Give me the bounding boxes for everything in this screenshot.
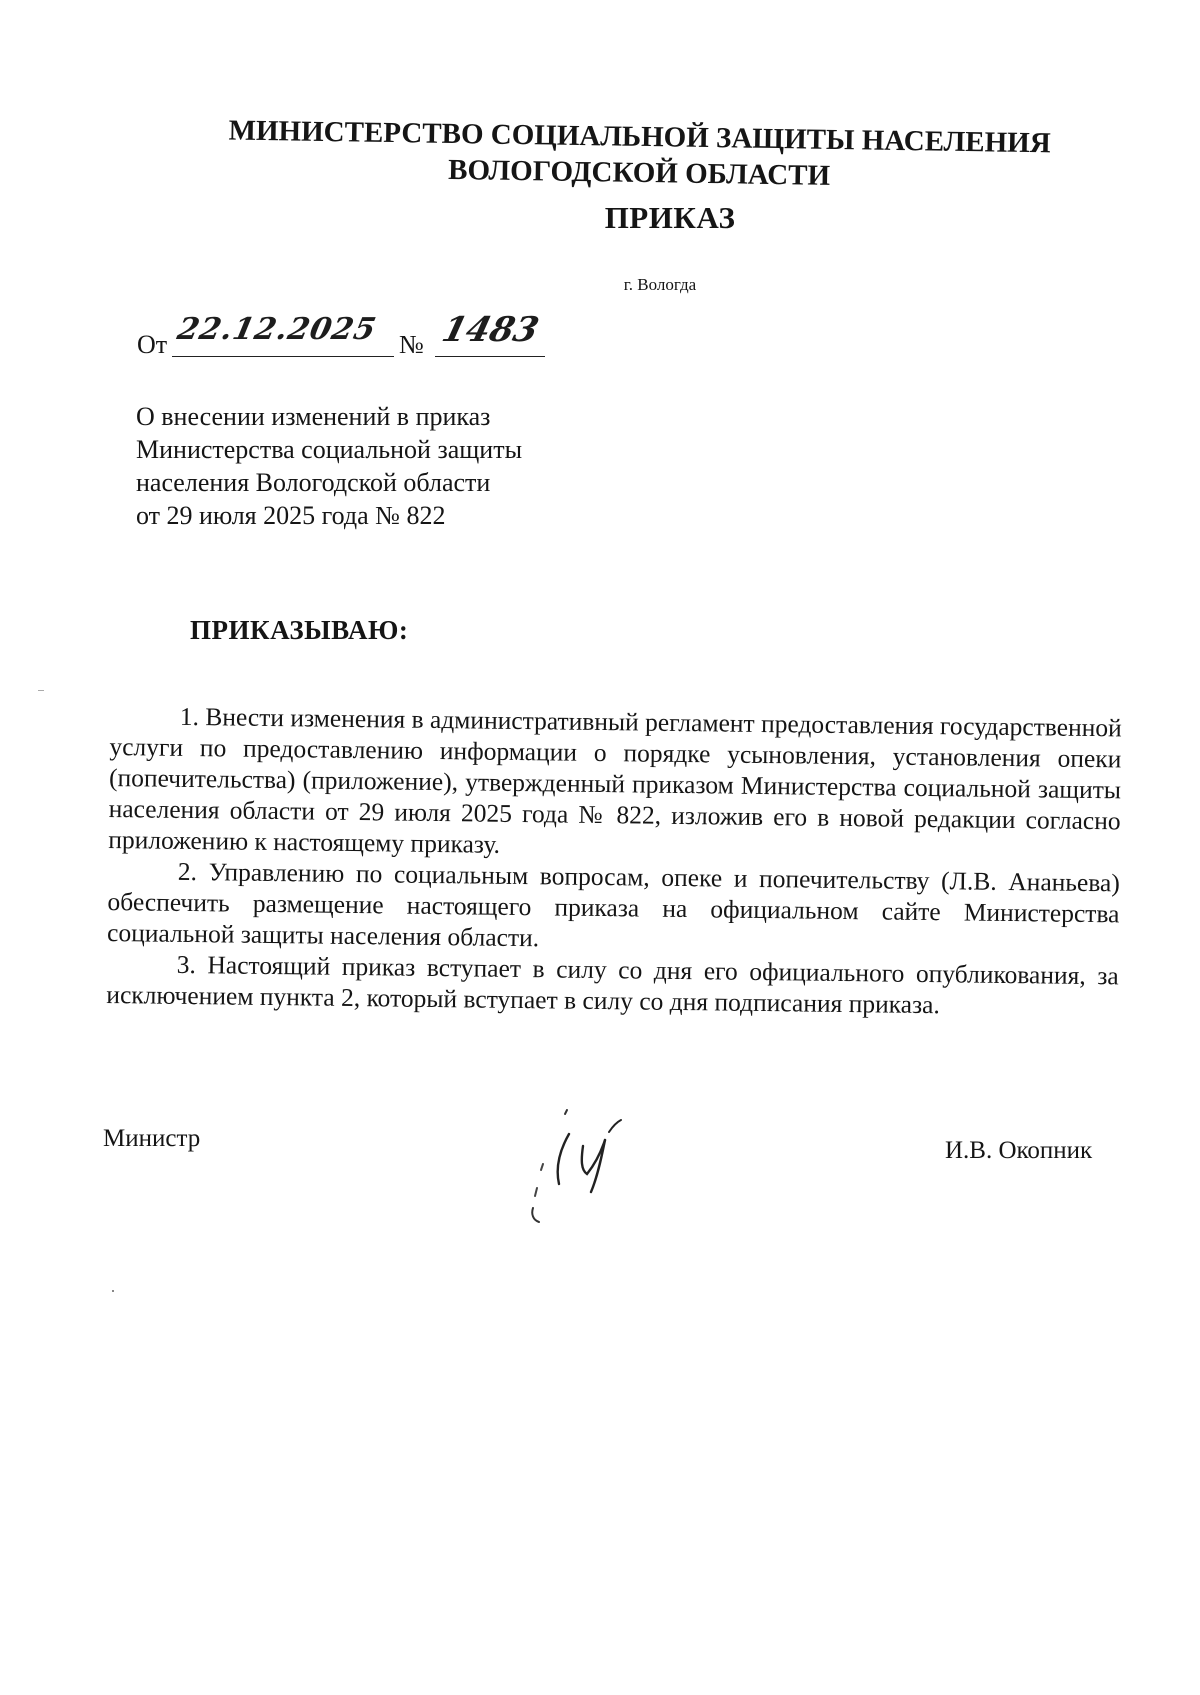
signatory-name: И.В. Окопник — [945, 1137, 1093, 1164]
city-label: г. Вологда — [623, 275, 697, 294]
handwritten-date: 22.12.2025 — [174, 312, 380, 347]
order-body — [106, 700, 1122, 1022]
ministry-name-line2: ВОЛОГОДСКОЙ ОБЛАСТИ — [447, 153, 831, 192]
number-prefix: № — [399, 330, 424, 359]
subject-line: от 29 июля 2025 года № 822 — [136, 501, 446, 530]
date-prefix: От — [137, 330, 168, 359]
number-field — [435, 310, 545, 357]
date-field — [172, 312, 394, 357]
order-paragraph-3: 3. Настоящий приказ вступает в силу со дня его официального опубликования, за исключением пункта 2, который вступает в силу со дня подписания приказа. — [106, 949, 1119, 1020]
order-directive-word: ПРИКАЗЫВАЮ: — [190, 615, 409, 645]
signatory-position: Министр — [103, 1125, 201, 1152]
subject-line: населения Вологодской области — [136, 468, 491, 497]
ministry-name-line1: МИНИСТЕРСТВО СОЦИАЛЬНОЙ ЗАЩИТЫ НАСЕЛЕНИЯ — [228, 114, 1051, 160]
order-paragraph-2: 2. Управлению по социальным вопросам, опеке и попечительству (Л.В. Ананьева) обеспечить размещение настоящего приказа на официальном сайте Министерства социальной защиты населения области. — [106, 856, 1121, 953]
handwritten-number: 1483 — [438, 310, 543, 350]
scan-artifact — [38, 690, 44, 691]
order-date-number-line — [137, 310, 657, 368]
scan-speck — [112, 1290, 114, 1292]
order-paragraph-1: 1. Внести изменения в административный регламент предоставления государственной услуги по предоставлению информации о порядке усыновления, установления опеки (попечительства) (приложение), утвержденный приказом Министерства социальной защиты населения области от 29 июля 2025 года № 822, изложив его в новой редакции согласно приложению к настоящему приказу. — [108, 701, 1122, 859]
subject-line: Министерства социальной защиты — [136, 435, 523, 464]
document-type-title: ПРИКАЗ — [604, 200, 736, 235]
order-subject — [136, 400, 606, 532]
handwritten-signature — [525, 1100, 675, 1240]
subject-line: О внесении изменений в приказ — [136, 402, 491, 431]
ministry-header — [199, 112, 1080, 198]
